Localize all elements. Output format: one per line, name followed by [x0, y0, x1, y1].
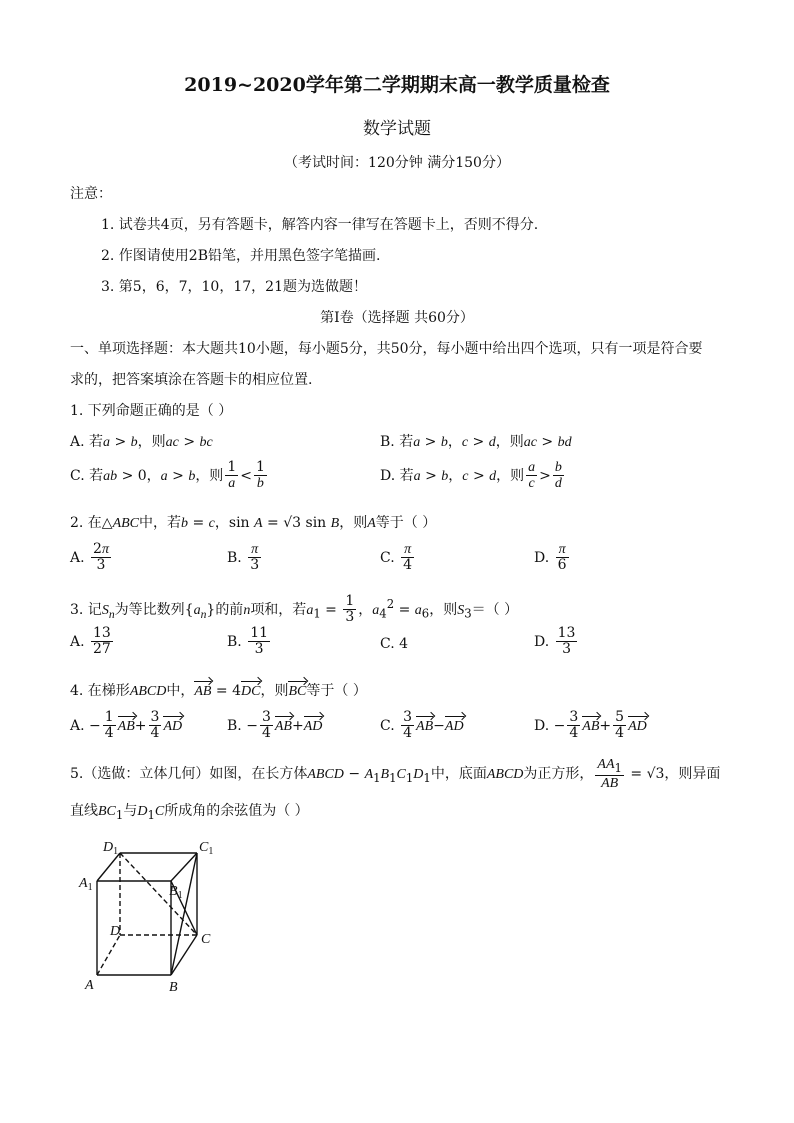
exam-title: 2019~2020学年第二学期期末高一教学质量检查	[184, 74, 610, 96]
label-d1: $D_1$	[103, 840, 119, 857]
q2-option-b: B. $\frac{\pi}{3}$	[227, 542, 260, 574]
q4-option-a: A. − $\frac{1}{4}$ AB+ $\frac{3}{4}$ AD	[70, 709, 183, 742]
label-c: C	[201, 932, 211, 947]
notice-item-1: 1. 试卷共4页，另有答题卡，解答内容一律写在答题卡上，否则不得分.	[101, 217, 539, 233]
q2-option-c: C. $\frac{\pi}{4}$	[380, 542, 413, 574]
label-b: B	[169, 980, 178, 995]
q2-option-a: A. $\frac{2\pi}{3}$	[70, 541, 109, 574]
q3-option-d: D. $\frac{13}{3}$	[534, 625, 576, 658]
exam-info: （考试时间：120分钟 满分150分）	[284, 155, 510, 171]
q5-stem-line2: 直线$BC_1$与$D_1C$所成角的余弦值为（ ）	[70, 803, 309, 822]
label-b1: $B_1$	[169, 884, 183, 901]
q1-option-a: A. 若a > b，则ac > bc	[70, 434, 213, 450]
label-c1: $C_1$	[199, 840, 214, 857]
q2-option-d: D. $\frac{\pi}{6}$	[534, 542, 567, 574]
q3-option-b: B. $\frac{11}{3}$	[227, 625, 269, 658]
q1-option-c: C. 若ab > 0，a > b，则 $\frac{1}{a}$ < $\frac{1}{b}$	[70, 459, 265, 492]
section-heading-line1: 一、单项选择题：本大题共10小题，每小题5分，共50分，每小题中给出四个选项，只有一项是符合要	[70, 341, 703, 357]
edge-b1c1	[171, 853, 197, 881]
q4-option-b: B. − $\frac{3}{4}$ AB+AD	[227, 709, 323, 742]
notice-item-3: 3. 第5，6，7，10，17，21题为选做题！	[101, 279, 367, 295]
notice-label: 注意：	[70, 186, 112, 202]
edge-ad-hidden	[97, 935, 120, 975]
edge-bc1	[171, 853, 197, 975]
label-a1: $A_1$	[79, 876, 93, 893]
notice-item-2: 2. 作图请使用2B铅笔，并用黑色签字笔描画.	[101, 248, 381, 264]
section-heading-line2: 求的，把答案填涂在答题卡的相应位置.	[70, 372, 313, 388]
label-d: D	[110, 924, 121, 939]
q1-stem: 1. 下列命题正确的是（ ）	[70, 403, 233, 419]
exam-subtitle: 数学试题	[363, 119, 431, 139]
q4-option-d: D. − $\frac{3}{4}$ AB+ $\frac{5}{4}$ AD	[534, 709, 647, 742]
q4-stem: 4. 在梯形ABCD中，AB = 4DC，则BC等于（ ）	[70, 683, 367, 699]
edge-a1d1	[97, 853, 120, 881]
q1-option-d: D. 若a > b，c > d，则 $\frac{a}{c}$ > $\frac{b}{d}$	[380, 460, 562, 492]
q3-option-c: C. 4	[380, 636, 409, 652]
q3-stem: 3. 记$S_n$为等比数列$\{a_n\}$的前n项和，若$a_1$ = $\frac{1}{3}$ ，$a_4^2 = a_6$，则$S_3=$（ ）	[70, 593, 519, 626]
label-a: A	[85, 978, 94, 993]
part1-title: 第Ⅰ卷（选择题 共60分）	[320, 310, 474, 326]
q4-option-c: C. $\frac{3}{4}$ AB−AD	[380, 709, 464, 742]
q1-option-b: B. 若a > b，c > d，则ac > bd	[380, 434, 572, 450]
q2-stem: 2. 在△ABC中，若b = c，sin A = √3 sin B，则A等于（ ）	[70, 515, 437, 531]
q5-stem-line1: 5.（选做：立体几何）如图，在长方体ABCD − $A_1B_1C_1D_1$中，底面ABCD为正方形， $\frac{AA_1}{AB}$ = √3，则异面	[70, 757, 721, 791]
prism-figure	[75, 835, 225, 995]
q3-option-a: A. $\frac{13}{27}$	[70, 625, 111, 658]
